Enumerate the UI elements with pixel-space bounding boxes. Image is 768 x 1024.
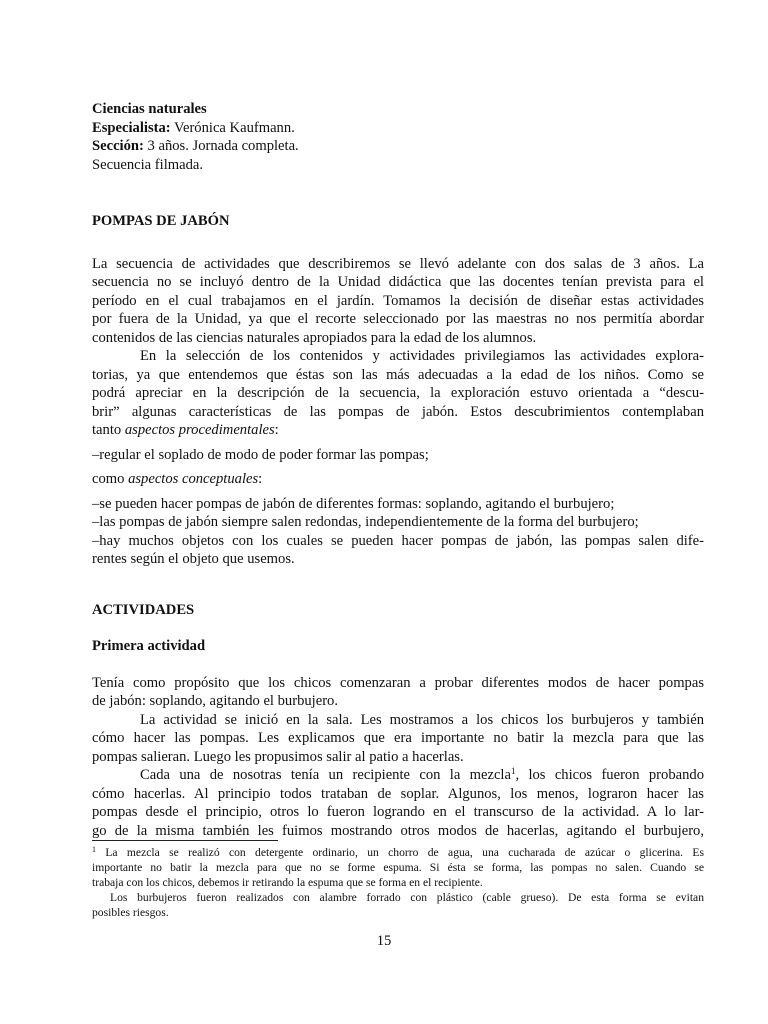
text-line: La secuencia de actividades que describiremos se llevó adelante con dos salas de 3 años. La — [92, 255, 704, 272]
text-line: cómo hacerlas. Al principio todos trataban de soplar. Algunos, los menos, lograron hacer las — [92, 785, 704, 802]
text-line: En la selección de los contenidos y actividades privilegiamos las actividades explora- — [140, 348, 704, 364]
text-line: La actividad se inició en la sala. Les mostramos a los chicos los burbujeros y también — [140, 711, 704, 728]
section-value: 3 años. Jornada completa. — [143, 138, 299, 154]
subsection-title: Primera actividad — [92, 638, 206, 654]
document-body — [92, 100, 704, 840]
text-line: podrá apreciar en la descripción de la secuencia, la exploración estuvo orientada a “descu- — [92, 385, 704, 401]
footnote-divider — [92, 840, 278, 841]
filmed-note: Secuencia filmada. — [92, 156, 204, 173]
section-title-actividades: ACTIVIDADES — [92, 601, 195, 618]
footnote-line: posibles riesgos. — [92, 906, 169, 919]
section-label: Sección: — [92, 138, 144, 154]
list-item: –las pompas de jabón siempre salen redondas, independientemente de la forma del burbujero; — [92, 514, 639, 530]
conceptual-intro — [92, 470, 704, 489]
footnote-marker: 1 — [92, 845, 96, 854]
text-fragment: : — [258, 471, 263, 487]
text-line: contenidos de las ciencias naturales apropiados para la edad de los alumnos. — [92, 329, 537, 346]
text-line: Tenía como propósito que los chicos comenzaran a probar diferentes modos de hacer pompas — [92, 674, 704, 691]
list-item: –se pueden hacer pompas de jabón de diferentes formas: soplando, agitando el burbujero; — [92, 495, 615, 512]
text-line: torias, ya que entendemos que éstas son las más adecuadas a la edad de los niños. Como se — [92, 366, 704, 383]
list-item: –hay muchos objetos con los cuales se pueden hacer pompas de jabón, las pompas salen dife- — [92, 532, 704, 549]
text-fragment: como — [92, 471, 129, 487]
specialist-label: Especialista: — [92, 119, 171, 136]
paragraph-selection — [92, 347, 704, 440]
footnote-line: Los burbujeros fueron realizados con alambre forrado con plástico (cable grueso). De esta forma se evitan — [110, 891, 704, 904]
text-line: de jabón: soplando, agitando el burbujero. — [92, 693, 339, 709]
list-item-continuation: rentes según el objeto que usemos. — [92, 551, 295, 567]
section-title-pompas: POMPAS DE JABÓN — [92, 213, 230, 229]
footnote-ref[interactable]: 1 — [510, 766, 516, 776]
footnote-line: trabaja con los chicos, debemos ir retirando la espuma que se forma en el recipiente. — [92, 876, 483, 889]
text-fragment: Cada una de nosotras tenía un recipiente con la mezcla — [140, 767, 511, 783]
section-line — [92, 137, 704, 156]
text-line: go de la misma también les fuimos mostrando otros modos de hacerlas, agitando el burbujero, — [92, 822, 704, 839]
conceptual-list — [92, 495, 704, 569]
subject-heading: Ciencias naturales — [92, 101, 207, 117]
footnotes — [92, 845, 704, 920]
text-fragment: La mezcla se realizó con detergente ordinario, un chorro de agua, una cucharada de azúcar o glicerina. Es — [96, 846, 704, 859]
specialist-value: Verónica Kaufmann. — [170, 119, 295, 136]
page-number: 15 — [376, 933, 392, 949]
paragraph-intro — [92, 255, 704, 348]
paragraph-mixture — [92, 766, 704, 840]
footnote-line — [92, 845, 704, 860]
footnote-line: importante no batir la mezcla para que no se forme espuma. Si ésta se forma, las pompas no salen. Cuando se — [92, 861, 704, 874]
procedural-item: –regular el soplado de modo de poder formar las pompas; — [92, 446, 429, 463]
text-line — [92, 766, 704, 785]
text-line: período en el cual trabajamos en el jardín. Tomamos la decisión de diseñar estas actividades — [92, 292, 704, 309]
text-line — [92, 421, 704, 440]
text-line: pompas desde el principio, otros lo fueron logrando en el transcurso de la actividad. A lo lar- — [92, 804, 704, 820]
paragraph-start — [92, 711, 704, 767]
text-line: cómo hacer las pompas. Les explicamos que era importante no batir la mezcla para que las — [92, 730, 704, 746]
text-fragment: : — [274, 422, 279, 438]
text-line: brir” algunas características de las pompas de jabón. Estos descubrimientos contemplaban — [92, 403, 704, 420]
emphasis-procedimentales: aspectos procedimentales — [124, 422, 275, 438]
document-header — [92, 100, 704, 174]
emphasis-conceptuales: aspectos conceptuales — [128, 471, 259, 487]
text-line: secuencia no se incluyó dentro de la Unidad didáctica que las docentes tenían prevista para el — [92, 274, 704, 290]
text-line: pompas salieran. Luego les propusimos salir al patio a hacerlas. — [92, 748, 464, 765]
text-fragment: , los chicos fueron probando — [515, 767, 704, 783]
text-fragment: tanto — [92, 422, 125, 438]
specialist-line — [92, 119, 704, 138]
text-line: por fuera de la Unidad, ya que el recorte seleccionado por las maestras no nos permitía abordar — [92, 311, 704, 327]
paragraph-purpose — [92, 674, 704, 711]
